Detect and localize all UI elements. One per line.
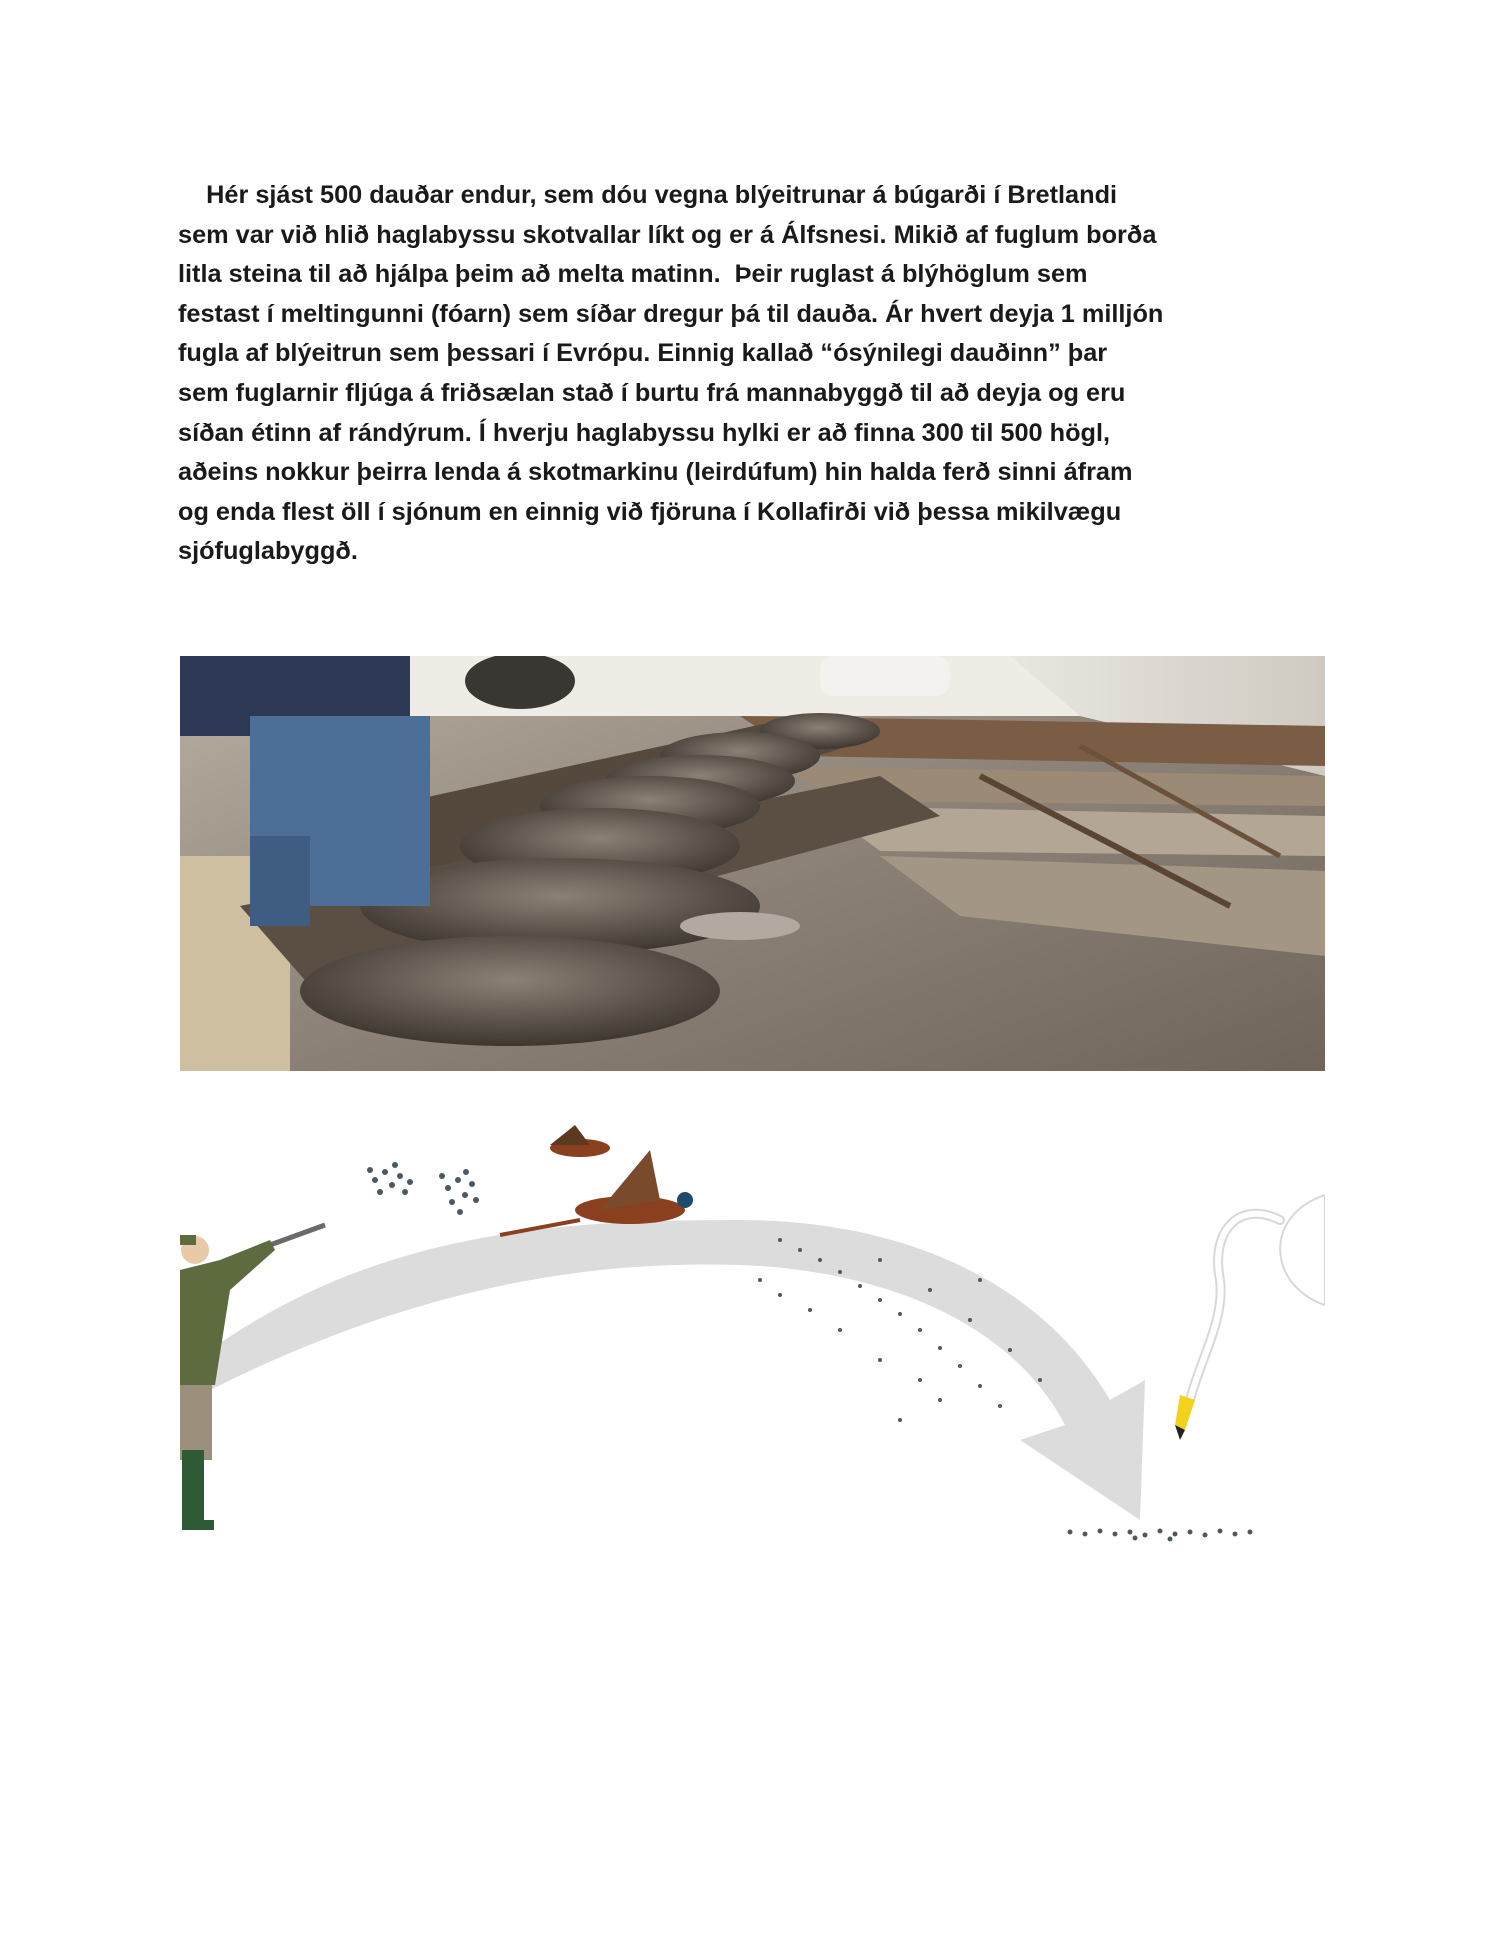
dead-ducks-illustration [180, 656, 1325, 1071]
shot-trajectory-diagram [180, 1100, 1325, 1550]
pellet-clouds [367, 1162, 479, 1215]
paragraph-line: og enda flest öll í sjónum en einnig við fjöruna í Kollafirði við þessa mikilvægu [178, 497, 1122, 526]
ground-pellets [1068, 1529, 1253, 1542]
shooter-figure [180, 1225, 325, 1530]
trajectory-illustration [180, 1100, 1325, 1550]
dead-ducks-photo [180, 656, 1325, 1071]
trajectory-arc [210, 1220, 1145, 1520]
swan-figure [1175, 1195, 1325, 1440]
paragraph-line: sem var við hlið haglabyssu skotvallar líkt og er á Álfsnesi. Mikið af fuglum borða [178, 220, 1157, 249]
paragraph-line: síðan étinn af rándýrum. Í hverju haglabyssu hylki er að finna 300 til 500 högl, [178, 418, 1111, 447]
paragraph-line: Hér sjást 500 dauðar endur, sem dóu vegna blýeitrunar á búgarði í Bretlandi [178, 181, 1118, 209]
paragraph-line: sem fuglarnir fljúga á friðsælan stað í burtu frá mannabyggð til að deyja og eru [178, 378, 1126, 407]
paragraph-line: fugla af blýeitrun sem þessari í Evrópu. Einnig kallað “ósýnilegi dauðinn” þar [178, 339, 1108, 368]
paragraph-line: litla steina til að hjálpa þeim að melta matinn. Þeir ruglast á blýhöglum sem [178, 260, 1088, 289]
paragraph-line: sjófuglabyggð. [178, 537, 358, 566]
body-paragraph [178, 176, 1348, 572]
paragraph-line: aðeins nokkur þeirra lenda á skotmarkinu (leirdúfum) hin halda ferð sinni áfram [178, 458, 1133, 487]
pheasant-birds [500, 1125, 693, 1235]
paragraph-line: festast í meltingunni (fóarn) sem síðar dregur þá til dauða. Ár hvert deyja 1 milljón [178, 299, 1164, 328]
